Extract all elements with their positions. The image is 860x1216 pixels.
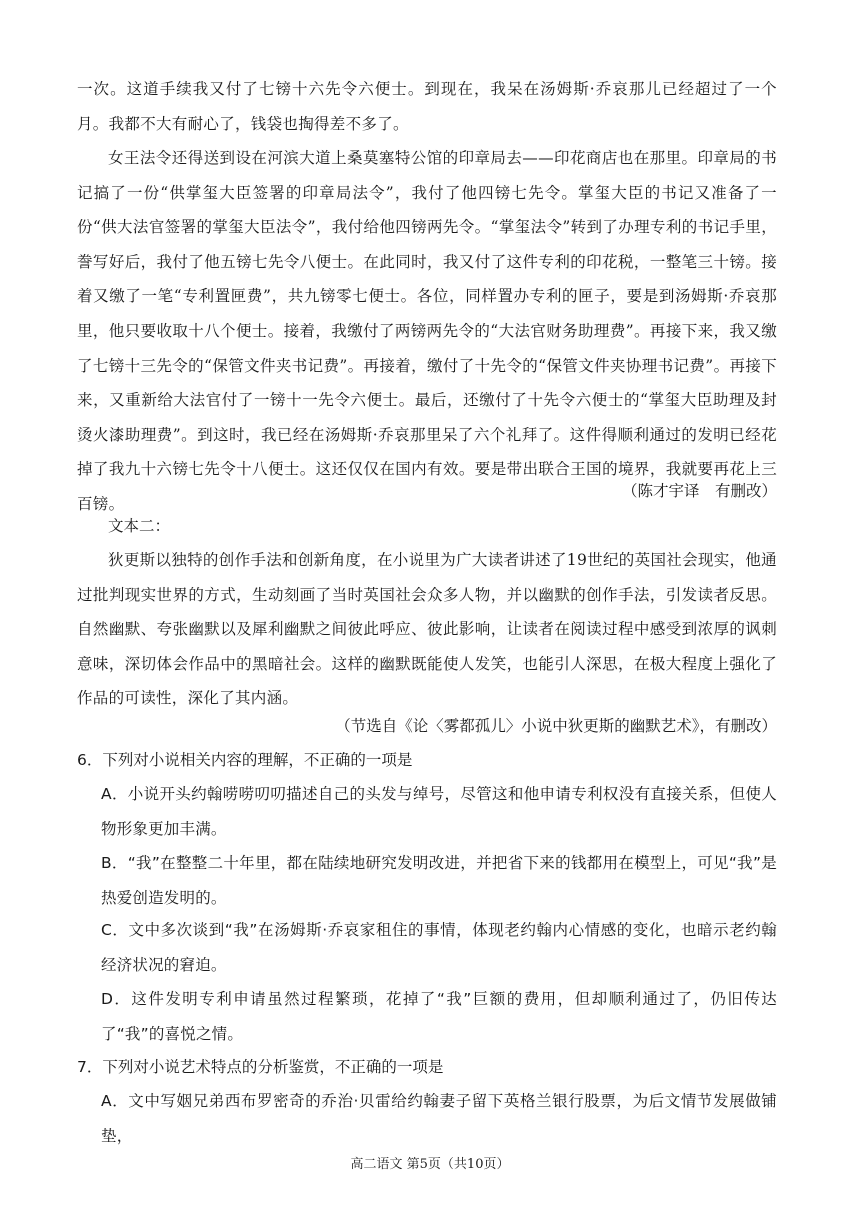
- text1-source: （陈才宇译 有删改）: [621, 482, 777, 500]
- question-6-option-d: D．这件发明专利申请虽然过程繁琐，花掉了“我”巨额的费用，但却顺利通过了，仍旧传达了“我”的喜悦之情。: [101, 990, 777, 1043]
- page-footer: 高二语文 第5页（共10页）: [350, 1157, 510, 1172]
- question-6-stem: 6．下列对小说相关内容的理解，不正确的一项是: [77, 751, 413, 769]
- text2-label: 文本二：: [108, 517, 171, 535]
- question-6-option-c: C．文中多次谈到“我”在汤姆斯·乔哀家租住的事情，体现老约翰内心情感的变化，也暗示老约翰经济状况的窘迫。: [101, 921, 777, 974]
- text2-source: （节选自《论〈雾都孤儿〉小说中狄更斯的幽默艺术》，有删改）: [335, 717, 777, 735]
- text2-paragraph: 狄更斯以独特的创作手法和创新角度，在小说里为广大读者讲述了19世纪的英国社会现实，他通过批判现实世界的方式，生动刻画了当时英国社会众多人物，并以幽默的创作手法，引发读者反思。自然幽默、夸张幽默以及犀利幽默之间彼此呼应、彼此影响，让读者在阅读过程中感受到浓厚的讽刺意味，深切体会作品中的黑暗社会。这样的幽默既能使人发笑，也能引人深思，在极大程度上强化了作品的可读性，深化了其内涵。: [77, 551, 777, 708]
- text1-paragraph-2: 女王法令还得送到设在河滨大道上桑莫塞特公馆的印章局去——印花商店也在那里。印章局的书记搞了一份“供掌玺大臣签署的印章局法令”，我付了他四镑七先令。掌玺大臣的书记又准备了一份“供大法官签署的掌玺大臣法令”，我付给他四镑两先令。“掌玺法令”转到了办理专利的书记手里，誊写好后，我付了他五镑七先令八便士。在此同时，我又付了这件专利的印花税，一整笔三十镑。接着又缴了一笔“专利置匣费”，共九镑零七便士。各位，同样置办专利的匣子，要是到汤姆斯·乔哀那里，他只要收取十八个便士。接着，我缴付了两镑两先令的“大法官财务助理费”。再接下来，我又缴了七镑十三先令的“保管文件夹书记费”。再接着，缴付了十先令的“保管文件夹协理书记费”。再接下来，又重新给大法官付了一镑十一先令六便士。最后，还缴付了十先令六便士的“掌玺大臣助理及封烫火漆助理费”。到这时，我已经在汤姆斯·乔哀那里呆了六个礼拜了。这件得顺利通过的发明已经花掉了我九十六镑七先令十八便士。这还仅仅在国内有效。要是带出联合王国的境界，我就要再花上三百镑。: [77, 149, 777, 513]
- text1-paragraph-1: 一次。这道手续我又付了七镑十六先令六便士。到现在，我呆在汤姆斯·乔哀那儿已经超过了一个月。我都不大有耐心了，钱袋也掏得差不多了。: [77, 80, 777, 133]
- question-6-option-a: A．小说开头约翰唠唠叨叨描述自己的头发与绰号，尽管这和他申请专利权没有直接关系，但使人物形象更加丰满。: [101, 785, 777, 838]
- question-6-option-b: B．“我”在整整二十年里，都在陆续地研究发明改进，并把省下来的钱都用在模型上，可见“我”是热爱创造发明的。: [101, 854, 777, 907]
- question-7-stem: 7．下列对小说艺术特点的分析鉴赏，不正确的一项是: [77, 1058, 444, 1076]
- question-7-option-a: A．文中写姻兄弟西布罗密奇的乔治·贝雷给约翰妻子留下英格兰银行股票，为后文情节发展做铺垫，: [101, 1092, 777, 1145]
